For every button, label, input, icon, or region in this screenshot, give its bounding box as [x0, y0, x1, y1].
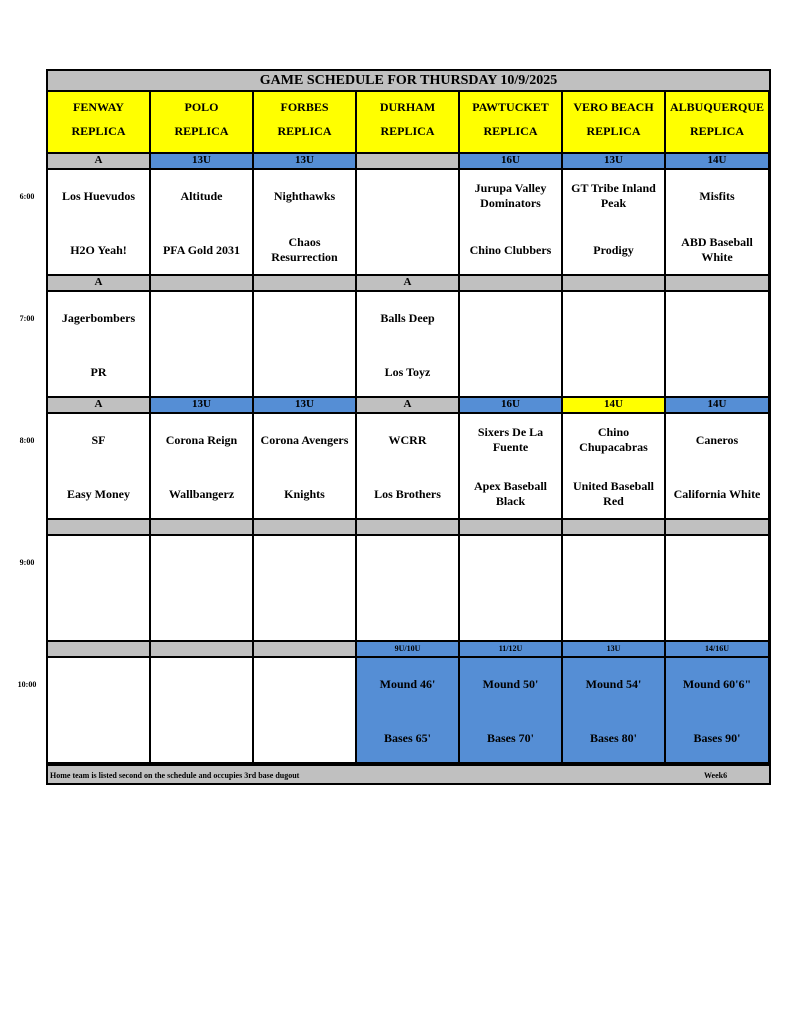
- home-team: [359, 228, 456, 272]
- home-team: Apex Baseball Black: [473, 479, 547, 508]
- field-subtitle: REPLICA: [380, 124, 435, 138]
- field-subtitle: REPLICA: [689, 124, 744, 138]
- home-team: [153, 594, 250, 638]
- away-team: WCRR: [388, 432, 427, 447]
- away-team: Sixers De La Fuente: [477, 425, 544, 454]
- field-header: [666, 92, 770, 154]
- away-team: Mound 50': [482, 676, 539, 691]
- game-cell: [563, 414, 666, 520]
- home-team: [153, 716, 250, 760]
- division-label: [48, 520, 151, 536]
- game-cell: [254, 658, 357, 764]
- away-team: GT Tribe Inland Peak: [571, 181, 656, 210]
- division-label: 14U: [563, 398, 666, 414]
- game-cell: [357, 536, 460, 642]
- time-label: 6:00: [19, 192, 35, 201]
- home-team: Los Brothers: [374, 486, 441, 501]
- field-subtitle: REPLICA: [483, 124, 538, 138]
- time-label: 7:00: [19, 314, 35, 323]
- home-team: Chaos Resurrection: [271, 235, 338, 264]
- field-header: [563, 92, 666, 154]
- division-label: 11/12U: [460, 642, 563, 658]
- game-cell: [254, 536, 357, 642]
- game-cell: [666, 658, 770, 764]
- away-team: Mound 46': [379, 676, 436, 691]
- division-label: [460, 520, 563, 536]
- game-cell: [666, 536, 770, 642]
- division-label: A: [48, 154, 151, 170]
- division-label: 14U: [666, 398, 770, 414]
- away-team: [153, 662, 250, 706]
- home-team: [565, 594, 662, 638]
- away-team: Balls Deep: [380, 310, 435, 325]
- away-team: [50, 662, 147, 706]
- field-header: [254, 92, 357, 154]
- game-cell: [48, 536, 151, 642]
- division-label: [357, 520, 460, 536]
- away-team: Chino Chupacabras: [579, 425, 648, 454]
- field-header: [357, 92, 460, 154]
- game-cell: [460, 658, 563, 764]
- away-team: [256, 540, 353, 584]
- field-subtitle: REPLICA: [586, 124, 641, 138]
- home-team: [462, 350, 559, 394]
- home-team: [256, 594, 353, 638]
- division-label: [254, 642, 357, 658]
- away-team: Corona Reign: [165, 432, 238, 447]
- division-label: [151, 276, 254, 292]
- division-label: [48, 642, 151, 658]
- home-team: [50, 716, 147, 760]
- home-team: [256, 716, 353, 760]
- game-cell: [151, 658, 254, 764]
- game-cell: [357, 170, 460, 276]
- game-cell: [357, 292, 460, 398]
- footer-note: Home team is listed second on the schedule and occupies 3rd base dugout: [50, 771, 300, 780]
- away-team: Corona Avengers: [260, 432, 349, 447]
- game-cell: [460, 414, 563, 520]
- game-cell: [254, 292, 357, 398]
- game-cell: [460, 292, 563, 398]
- away-team: Jurupa Valley Dominators: [474, 181, 547, 210]
- game-cell: [151, 414, 254, 520]
- division-label: 13U: [254, 398, 357, 414]
- division-label: [151, 642, 254, 658]
- away-team: [565, 296, 662, 340]
- away-team: [256, 296, 353, 340]
- home-team: United Baseball Red: [572, 479, 654, 508]
- footer-bar: [46, 764, 771, 785]
- home-team: Bases 70': [486, 730, 534, 745]
- division-label: 16U: [460, 154, 563, 170]
- division-label: A: [48, 398, 151, 414]
- away-team: Misfits: [699, 188, 735, 203]
- away-team: Los Huevudos: [61, 188, 136, 203]
- away-team: [153, 296, 250, 340]
- game-cell: [151, 292, 254, 398]
- division-label: 16U: [460, 398, 563, 414]
- game-cell: [357, 658, 460, 764]
- game-cell: [151, 170, 254, 276]
- home-team: [50, 594, 147, 638]
- time-label: 8:00: [19, 436, 35, 445]
- field-name: VERO BEACH: [573, 100, 654, 114]
- time-label: 9:00: [19, 558, 35, 567]
- home-team: PR: [90, 364, 107, 379]
- field-name: FENWAY: [73, 100, 124, 114]
- time-label: 10:00: [17, 680, 37, 689]
- division-label: 13U: [151, 154, 254, 170]
- division-label: [666, 276, 770, 292]
- home-team: Bases 90': [693, 730, 741, 745]
- game-cell: [254, 170, 357, 276]
- away-team: [462, 296, 559, 340]
- away-team: [50, 540, 147, 584]
- division-label: [151, 520, 254, 536]
- game-cell: [357, 414, 460, 520]
- division-label: [254, 276, 357, 292]
- away-team: Mound 60'6": [682, 676, 752, 691]
- field-subtitle: REPLICA: [174, 124, 229, 138]
- game-cell: [460, 170, 563, 276]
- home-team: [256, 350, 353, 394]
- home-team: California White: [673, 486, 761, 501]
- home-team: Wallbangerz: [168, 486, 235, 501]
- division-label: 13U: [254, 154, 357, 170]
- away-team: [359, 174, 456, 218]
- game-cell: [48, 170, 151, 276]
- division-label: 13U: [563, 154, 666, 170]
- division-label: [357, 154, 460, 170]
- field-header: [151, 92, 254, 154]
- away-team: [256, 662, 353, 706]
- game-cell: [460, 536, 563, 642]
- division-label: 9U/10U: [357, 642, 460, 658]
- field-name: POLO: [184, 100, 219, 114]
- home-team: Chino Clubbers: [469, 242, 552, 257]
- division-label: [563, 276, 666, 292]
- home-team: [668, 594, 766, 638]
- home-team: Bases 80': [589, 730, 637, 745]
- division-label: [254, 520, 357, 536]
- division-label: A: [48, 276, 151, 292]
- field-name: PAWTUCKET: [472, 100, 549, 114]
- home-team: [462, 594, 559, 638]
- away-team: [565, 540, 662, 584]
- home-team: [565, 350, 662, 394]
- field-subtitle: REPLICA: [71, 124, 126, 138]
- away-team: Caneros: [695, 432, 739, 447]
- game-cell: [666, 292, 770, 398]
- field-name: ALBUQUERQUE: [669, 100, 764, 114]
- game-cell: [254, 414, 357, 520]
- away-team: [668, 296, 766, 340]
- away-team: [462, 540, 559, 584]
- division-label: [460, 276, 563, 292]
- game-cell: [563, 536, 666, 642]
- home-team: [668, 350, 766, 394]
- game-cell: [666, 414, 770, 520]
- away-team: Jagerbombers: [61, 310, 136, 325]
- away-team: Mound 54': [585, 676, 642, 691]
- away-team: SF: [91, 432, 106, 447]
- home-team: Easy Money: [67, 486, 130, 501]
- home-team: [359, 594, 456, 638]
- game-cell: [151, 536, 254, 642]
- home-team: [153, 350, 250, 394]
- game-cell: [48, 292, 151, 398]
- division-label: 14/16U: [666, 642, 770, 658]
- game-cell: [48, 658, 151, 764]
- field-subtitle: REPLICA: [277, 124, 332, 138]
- schedule-title: GAME SCHEDULE FOR THURSDAY 10/9/2025: [46, 69, 771, 92]
- away-team: [153, 540, 250, 584]
- away-team: [668, 540, 766, 584]
- home-team: Bases 65': [383, 730, 431, 745]
- away-team: Nighthawks: [273, 188, 336, 203]
- game-cell: [666, 170, 770, 276]
- week-label: Week6: [704, 771, 728, 780]
- field-header: [48, 92, 151, 154]
- game-cell: [563, 658, 666, 764]
- division-label: [563, 520, 666, 536]
- home-team: Prodigy: [593, 242, 634, 257]
- division-label: 13U: [151, 398, 254, 414]
- division-label: A: [357, 276, 460, 292]
- game-cell: [563, 170, 666, 276]
- home-team: Los Toyz: [384, 364, 431, 379]
- away-team: Altitude: [180, 188, 223, 203]
- game-cell: [48, 414, 151, 520]
- division-label: [666, 520, 770, 536]
- home-team: H2O Yeah!: [70, 242, 127, 257]
- away-team: [359, 540, 456, 584]
- game-cell: [563, 292, 666, 398]
- division-label: A: [357, 398, 460, 414]
- field-name: DURHAM: [379, 100, 436, 114]
- home-team: ABD Baseball White: [681, 235, 753, 264]
- field-name: FORBES: [280, 100, 329, 114]
- field-header: [460, 92, 563, 154]
- division-label: 13U: [563, 642, 666, 658]
- home-team: PFA Gold 2031: [162, 242, 241, 257]
- division-label: 14U: [666, 154, 770, 170]
- home-team: Knights: [284, 486, 325, 501]
